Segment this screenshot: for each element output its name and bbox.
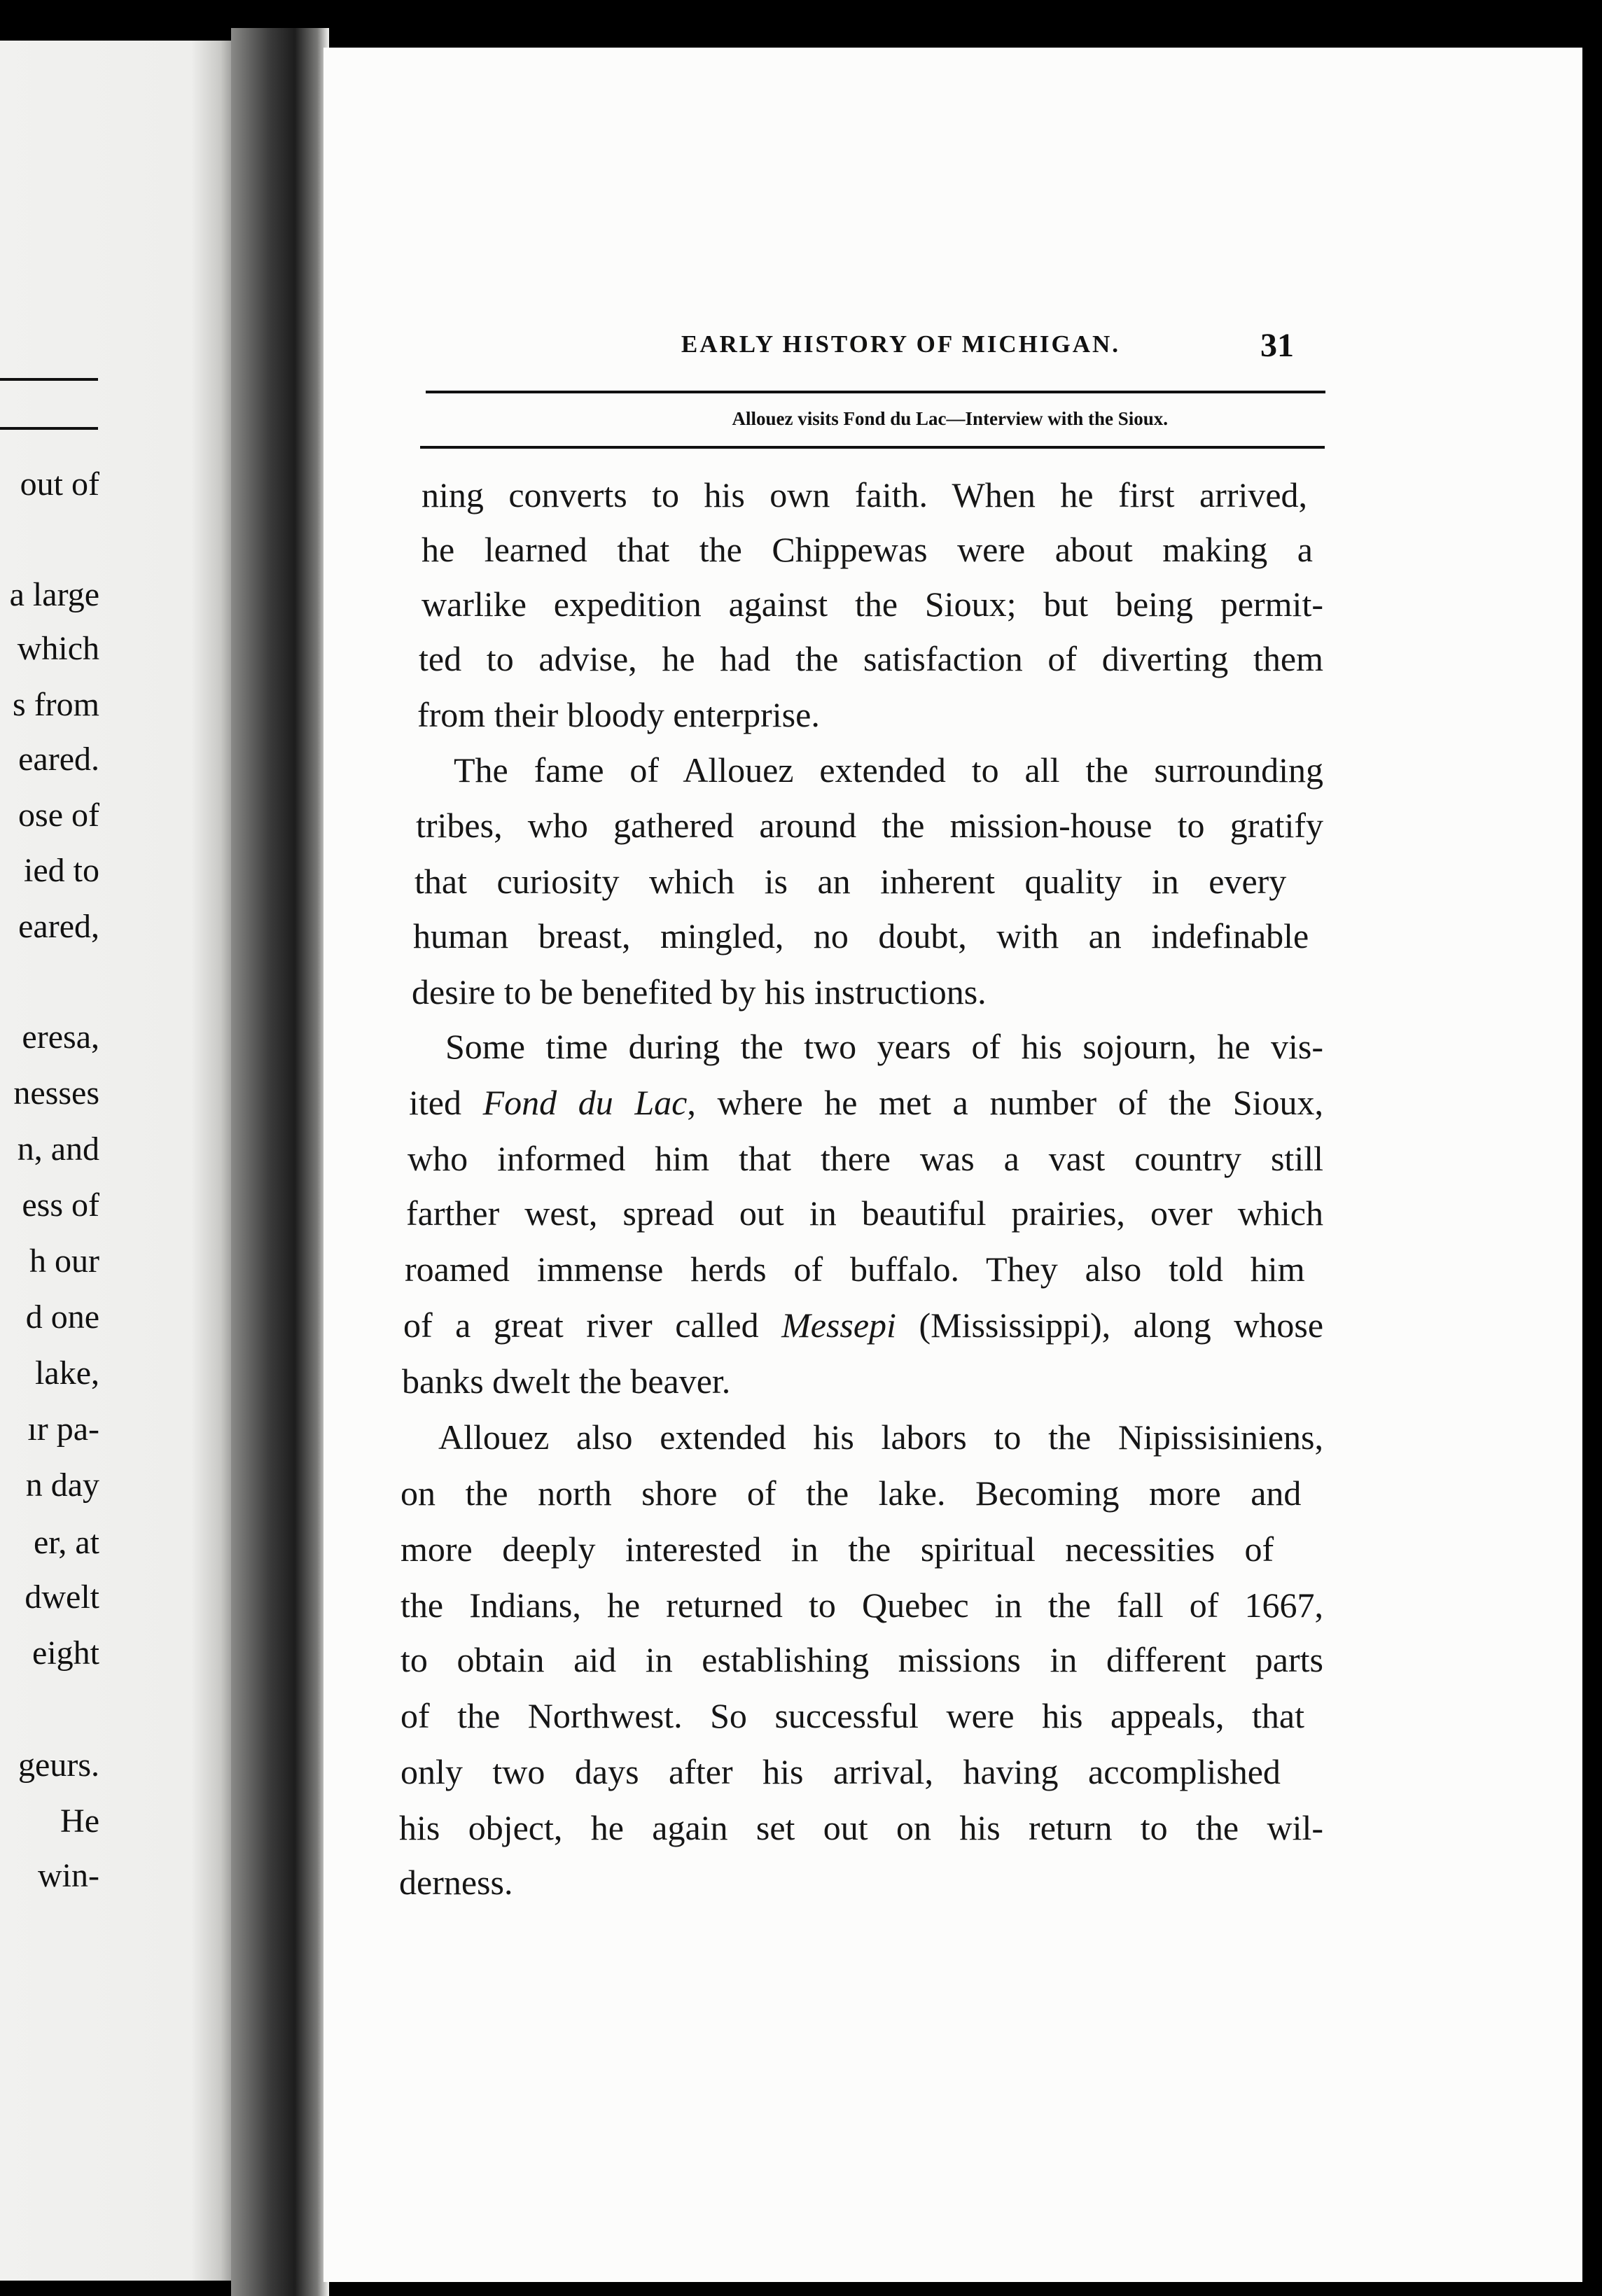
left-page-fragment: nesses [13,1074,99,1112]
left-page-fragment: eresa, [22,1018,99,1056]
river-name-italic: Messepi [781,1306,896,1345]
text-span: of a great river called [403,1306,782,1345]
text-line: desire to be benefited by his instructions. [412,972,987,1011]
left-page-fragment: a large [9,576,99,613]
text-line: on the north shore of the lake. Becoming more and [400,1474,1302,1513]
left-page-fragment: win- [38,1857,99,1894]
text-line: roamed immense herds of buffalo. They also told him [405,1250,1305,1289]
left-page-fragment: eight [32,1634,99,1672]
text-line: Allouez also extended his labors to the Nipissisiniens, [438,1418,1323,1457]
text-line: Some time during the two years of his sojourn, he vis- [445,1027,1323,1066]
left-page-fragment: eared. [18,741,99,778]
text-line [403,1308,1323,1343]
place-name-italic: Fond du Lac [482,1083,688,1122]
left-page-fragment: n day [25,1466,99,1504]
running-title: EARLY HISTORY OF MICHIGAN. [681,330,1120,358]
text-line: derness. [399,1863,513,1902]
text-line: that curiosity which is an inherent quality in every [415,862,1287,901]
left-page-fragment: n, and [17,1130,99,1168]
left-page-rule-bottom [0,427,98,430]
section-subheading: Allouez visits Fond du Lac—Interview with the Sioux. [732,408,1168,429]
text-line: he learned that the Chippewas were about making a [422,530,1313,569]
text-line: from their bloody enterprise. [417,695,820,734]
left-page-fragment: ied to [24,852,99,889]
left-page-fragment: d one [25,1298,99,1336]
text-line: tribes, who gathered around the mission-house to gratify [416,806,1323,845]
left-page-fragment: geurs. [18,1746,99,1784]
text-line: of the Northwest. So successful were his appeals, that [400,1696,1304,1735]
left-page-rule-top [0,378,98,381]
left-facing-page [0,41,245,2281]
text-span: (Mississippi), along whose [896,1306,1324,1345]
text-span: ited [409,1083,483,1122]
text-line: the Indians, he returned to Quebec in the fall of 1667, [400,1586,1323,1625]
left-page-fragment: ose of [18,797,99,834]
left-page-fragment: which [17,630,99,667]
header-rule-bottom [420,446,1325,449]
text-line: who informed him that there was a vast country still [408,1139,1323,1178]
text-line: warlike expedition against the Sioux; but being permit- [422,584,1323,624]
left-page-fragment: out of [20,465,99,503]
text-line: farther west, spread out in beautiful prairies, over which [406,1194,1323,1233]
text-line: ning converts to his own faith. When he first arrived, [422,475,1308,514]
text-line: his object, he again set out on his return to the wil- [399,1808,1323,1847]
left-page-fragment: ess of [22,1186,99,1224]
left-page-fragment: s from [13,686,99,723]
text-line: ted to advise, he had the satisfaction of diverting them [419,639,1323,678]
left-page-fragment: dwelt [25,1578,99,1616]
text-line: The fame of Allouez extended to all the surrounding [454,750,1323,790]
text-span: , where he met a number of the Sioux, [687,1083,1323,1122]
text-line: more deeply interested in the spiritual necessities of [400,1530,1274,1569]
book-gutter-shadow [231,28,329,2296]
left-page-fragment: He [60,1802,99,1840]
left-page-fragment: lake, [35,1354,99,1392]
left-page-fragment: eared, [18,908,99,945]
text-line [409,1085,1323,1120]
text-line: human breast, mingled, no doubt, with an indefinable [413,916,1309,955]
left-page-fragment: er, at [33,1524,99,1561]
header-rule-top [426,391,1325,393]
left-page-fragment: ır pa- [27,1410,99,1448]
text-line: to obtain aid in establishing missions in different parts [400,1640,1323,1679]
text-line: banks dwelt the beaver. [402,1362,731,1401]
left-page-fragment: h our [29,1242,99,1280]
page-number: 31 [1260,327,1294,364]
text-line: only two days after his arrival, having accomplished [400,1752,1281,1791]
